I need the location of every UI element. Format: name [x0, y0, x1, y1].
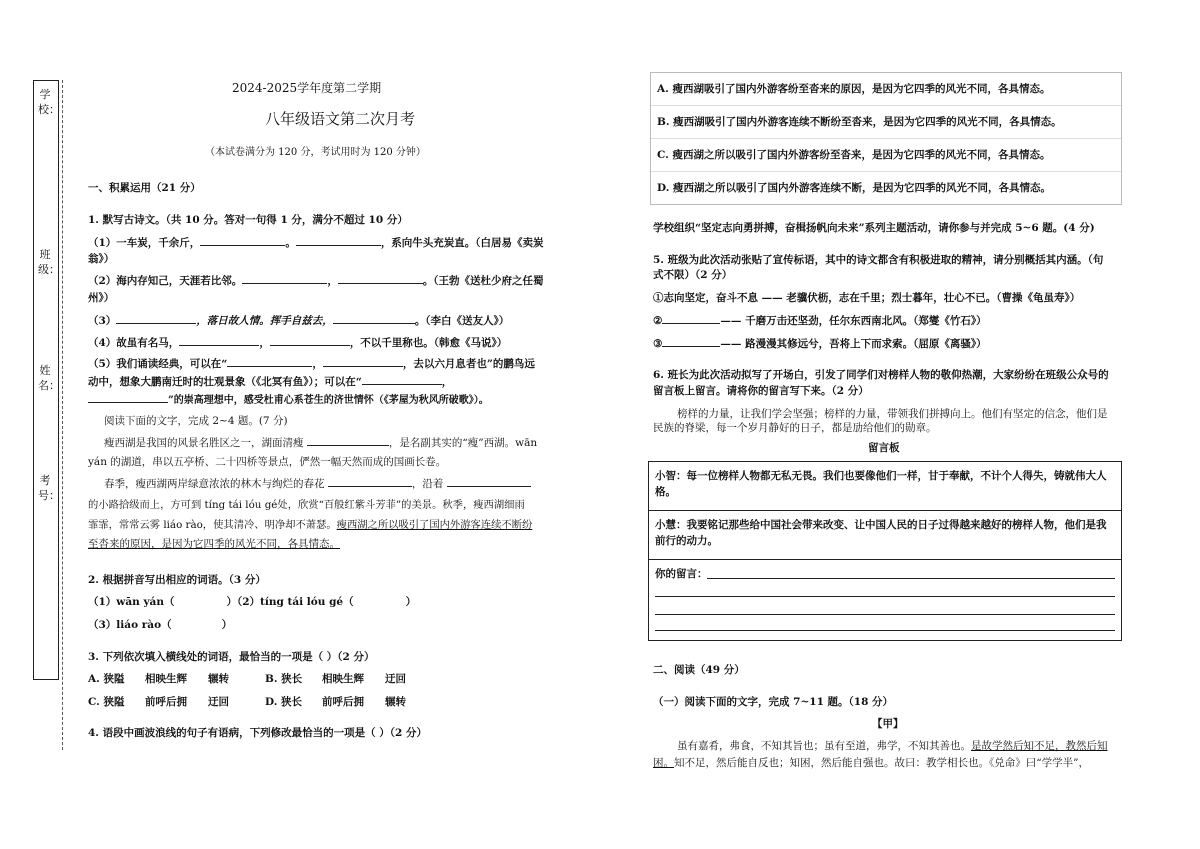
blank[interactable]: [362, 374, 442, 385]
passage-line: 瘦西湖是我国的风景名胜区之一，湖面清瘦 ，是名副其实的“瘦”西湖。wān: [104, 437, 538, 449]
q3-option-a[interactable]: A. 狭隘 相映生辉 辗转: [88, 673, 229, 685]
q1-line1: （1）一车炭，千余斤， 。 ，系向牛头充炭直。（白居易《卖炭: [88, 237, 544, 249]
reading-intro: 阅读下面的文字，完成 2~4 题。(7 分): [104, 415, 288, 427]
q2-line1: （1）wān yán（ ）（2）tíng tái lóu gé（ ）: [88, 596, 417, 608]
blank[interactable]: [200, 235, 285, 246]
message-board-title: 留言板: [868, 442, 900, 454]
q1-line1-cont: 翁》）: [88, 253, 115, 265]
blank[interactable]: [338, 273, 423, 284]
q1-line5: （5）我们诵读经典，可以在“ ， ，去以六月息者也”的鹏鸟远: [88, 358, 535, 370]
blank[interactable]: [88, 392, 168, 403]
answer-line[interactable]: [655, 614, 1115, 615]
answer-line[interactable]: [707, 578, 1115, 579]
passage-line: 春季，瘦西湖两岸绿意浓浓的林木与绚烂的春花 ，沿着: [104, 476, 531, 491]
q3-option-c[interactable]: C. 狭隘 前呼后拥 迂回: [88, 696, 229, 708]
student-info-box: [33, 80, 59, 680]
your-message-label: 你的留言：: [655, 568, 708, 580]
q5-item1: ①志向坚定，奋斗不息 —— 老骥伏枥，志在千里；烈士暮年，壮心不已。（曹操《龟虽寿》）: [653, 292, 1081, 304]
term-label: 2024-2025学年度第二学期: [232, 81, 382, 95]
q1-line2: （2）海内存知己，天涯若比邻。 ， 。（王勃《送杜少府之任蜀: [88, 275, 544, 287]
classical-text-cont: 困。知不足，然后能自反也；知困，然后能自强也。故曰：教学相长也。《兑命》曰“学学半”，: [653, 757, 1089, 769]
q1-stem: 1. 默写古诗文。（共 10 分。答对一句得 1 分，满分不超过 10 分）: [88, 214, 408, 226]
q6-stem: 6. 班长为此次活动拟写了开场白，引发了同学们对榜样人物的敬仰热潮，大家纷纷在班级公众号的: [653, 369, 1109, 381]
classical-text: 虽有嘉肴，弗食，不知其旨也；虽有至道，弗学，不知其善也。是故学然后知不足，教然后知: [677, 740, 1108, 752]
blank[interactable]: [116, 313, 196, 324]
q5-item3: ③ —— 路漫漫其修远兮，吾将上下而求索。（屈原《离骚》）: [653, 338, 987, 350]
message-item: 小智：每一位榜样人物都无私无畏。我们也要像他们一样，甘于奉献，不计个人得失，铸就伟大人 格。: [649, 462, 1121, 511]
blank[interactable]: [323, 356, 403, 367]
blank[interactable]: [270, 335, 350, 346]
q3-option-b[interactable]: B. 狭长 相映生辉 迂回: [265, 673, 406, 685]
q1-line2-cont: 州》）: [88, 292, 115, 304]
q3-stem: 3. 下列依次填入横线处的词语，最恰当的一项是（ ）（2 分）: [88, 651, 375, 663]
section1-heading: 一、积累运用（21 分）: [88, 182, 201, 194]
binding-line: [62, 80, 63, 750]
blank[interactable]: [662, 336, 720, 347]
passage-line: yán 的湖道，串以五亭桥、二十四桥等景点，俨然一幅天然而成的国画长卷。: [88, 456, 447, 468]
exam-title: 八年级语文第二次月考: [265, 110, 416, 128]
message-item: 小慧：我要铭记那些给中国社会带来改变、让中国人民的日子过得越来越好的榜样人物，他们是我 前行的动力。: [649, 511, 1121, 560]
name-label: 姓名：: [38, 364, 60, 392]
class-label: 班级：: [38, 248, 60, 276]
blank[interactable]: [328, 476, 412, 487]
blank[interactable]: [333, 313, 415, 324]
your-message-area[interactable]: [649, 560, 1121, 640]
q4-option-d[interactable]: D. 瘦西湖之所以吸引了国内外游客连续不断，是因为它四季的风光不同，各具情态。: [657, 182, 1052, 194]
exam-note: （本试卷满分为 120 分，考试用时为 120 分钟）: [205, 147, 426, 158]
school-label: 学校：: [38, 88, 60, 116]
blank[interactable]: [447, 476, 531, 487]
q1-line5-cont2: ”的崇高理想中，感受杜甫心系苍生的济世情怀（《茅屋为秋风所破歌》）。: [88, 391, 489, 406]
q4-option-a[interactable]: A. 瘦西湖吸引了国内外游客纷至沓来的原因，是因为它四季的风光不同，各具情态。: [651, 73, 1121, 106]
blank[interactable]: [662, 313, 720, 324]
q5-item2: ② —— 千磨万击还坚劲，任尔东西南北风。（郑燮《竹石》）: [653, 315, 987, 327]
blank[interactable]: [227, 356, 312, 367]
q1-line5-cont: 动中，想象大鹏南迁时的壮观景象（《北冥有鱼》）；可以在“ ，: [88, 376, 453, 388]
blank[interactable]: [242, 273, 327, 284]
q6-stem-cont: 留言板上留言。请将你的留言写下来。（2 分）: [653, 385, 869, 397]
q1-line4: （4）故虽有名马， ， ，不以千里称也。（韩愈《马说》）: [88, 337, 508, 349]
exam-number-label: 考号：: [38, 474, 60, 502]
opening-speech: 榜样的力量，让我们学会坚强；榜样的力量，带领我们拼搏向上。他们有坚定的信念，他们是: [677, 408, 1108, 420]
blank[interactable]: [296, 235, 381, 246]
message-board: [648, 461, 1122, 641]
wavy-sentence: 瘦西湖之所以吸引了国内外游客连续不断纷: [336, 519, 533, 531]
section2-sub: （一）阅读下面的文字，完成 7~11 题。（18 分）: [653, 696, 894, 708]
q2-stem: 2. 根据拼音写出相应的词语。（3 分）: [88, 574, 266, 586]
passage-line: 霏霏，常常云雾 liáo rào，使其清冷、明净却不萧瑟。瘦西湖之所以吸引了国内外游客连续不断纷: [88, 519, 533, 531]
q4-option-b[interactable]: B. 瘦西湖吸引了国内外游客连续不断纷至沓来，是因为它四季的风光不同，各具情态。: [651, 106, 1121, 139]
blank[interactable]: [307, 435, 389, 446]
passage-line: 的小路拾级而上，方可到 tíng tái lóu gé处，欣赏“百般红紫斗芳菲”的美景。秋季，瘦西湖细雨: [88, 499, 525, 511]
answer-line[interactable]: [655, 596, 1115, 597]
q1-line3: （3） ，落日故人情。挥手自兹去， 。（李白《送友人》）: [88, 315, 510, 327]
q5-stem: 5. 班级为此次活动张贴了宣传标语，其中的诗文都含有积极进取的精神，请分别概括其内涵。（句: [653, 254, 1104, 266]
section2-heading: 二、阅读（49 分）: [653, 664, 745, 676]
q2-line2: （3）liáo rào（ ）: [88, 619, 233, 631]
q4-options-box: [650, 72, 1122, 205]
activity-intro: 学校组织“坚定志向勇拼搏，奋楫扬帆向未来”系列主题活动，请你参与并完成 5~6 题。(4 分): [653, 222, 1095, 234]
q5-stem-cont: 式不限）（2 分）: [653, 269, 733, 281]
blank[interactable]: [179, 335, 259, 346]
q4-option-c[interactable]: C. 瘦西湖之所以吸引了国内外游客纷至沓来，是因为它四季的风光不同，各具情态。: [651, 139, 1121, 172]
q4-stem: 4. 语段中画波浪线的句子有语病，下列修改最恰当的一项是（ ）（2 分）: [88, 727, 427, 739]
wavy-sentence-cont: 至沓来的原因，是因为它四季的风光不同，各具情态。: [88, 538, 340, 550]
opening-speech-cont: 民族的脊梁，每一个岁月静好的日子，都是劢给他们的勋章。: [653, 422, 937, 434]
passage-jia-label: 【甲】: [872, 718, 904, 730]
q3-option-d[interactable]: D. 狭长 前呼后拥 辗转: [265, 696, 406, 708]
answer-line[interactable]: [655, 630, 1115, 631]
